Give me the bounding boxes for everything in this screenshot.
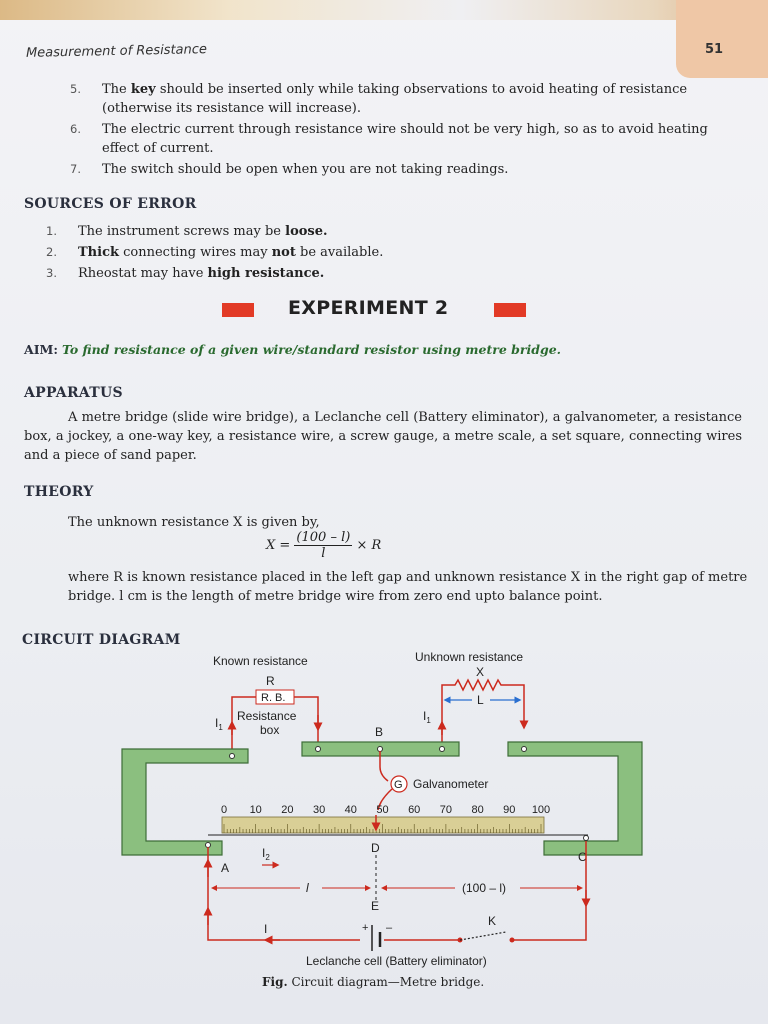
scale-tick-label: 0: [220, 804, 228, 816]
cell-plus: +: [362, 922, 369, 934]
item-text: The switch should be open when you are not taking readings.: [102, 162, 509, 177]
right-l-strip: [508, 742, 642, 855]
page-number: 51: [705, 42, 724, 57]
item-text: should be inserted only while taking observations to avoid heating of resistance (otherwise its resistance will increase).: [102, 82, 688, 116]
point-a-label: A: [221, 861, 230, 875]
item-number: 5.: [70, 82, 81, 96]
terminal-3: [440, 747, 445, 752]
terminal-a: [206, 843, 211, 848]
circuit-diagram-heading: CIRCUIT DIAGRAM: [22, 632, 181, 648]
running-title: Measurement of Resistance: [25, 42, 208, 61]
terminal-b: [378, 747, 383, 752]
galvanometer-label: Galvanometer: [413, 777, 489, 791]
key-label: K: [488, 914, 497, 928]
figure-prefix: Fig.: [262, 975, 288, 989]
item-number: 3.: [46, 266, 57, 280]
key-terminal-right: [510, 938, 515, 943]
current-i-label: I: [264, 922, 268, 936]
item-text: The electric current through resistance wire should not be very high, so as to avoid heating effect of current.: [102, 122, 708, 156]
formula-denominator: l: [321, 546, 326, 561]
formula: [266, 530, 381, 561]
scale-tick-label: 70: [439, 804, 453, 816]
outer-circuit-right: [514, 841, 586, 940]
unknown-resistance-label: Unknown resistance: [415, 650, 524, 664]
bold-text: high resistance.: [207, 266, 325, 281]
key-lever: [460, 932, 506, 940]
precaution-item: [70, 80, 732, 118]
figure-caption: [262, 975, 484, 989]
scale-tick-label: 20: [281, 804, 294, 816]
item-text: The: [102, 82, 131, 97]
resistance-box-label-1: Resistance: [237, 709, 297, 723]
cell-minus: –: [386, 922, 393, 934]
rb-left-wire: [232, 697, 256, 753]
apparatus-text: A metre bridge (slide wire bridge), a Leclanche cell (Battery eliminator), a galvanometer, a resistance box, a jockey, a one-way key, a resistance wire, a screw gauge, a metre scale, a set square, connecting wires and a piece of sand paper.: [24, 410, 742, 463]
length-label: L: [477, 693, 484, 707]
precaution-item: [70, 120, 732, 158]
sources-of-error-heading: SOURCES OF ERROR: [24, 196, 197, 212]
item-text: The instrument screws may be: [78, 224, 286, 239]
aim-label: AIM:: [24, 342, 58, 357]
sources-of-error-list: [46, 222, 706, 285]
bold-text: Thick: [78, 245, 119, 260]
outer-circuit-left: [208, 847, 360, 940]
scale-tick-label: 30: [312, 804, 326, 816]
rb-label: R. B.: [261, 692, 286, 704]
terminal-c: [584, 836, 589, 841]
scale-labels: [221, 804, 550, 816]
point-d-label: D: [371, 841, 380, 855]
known-resistance-label: Known resistance: [213, 654, 308, 668]
resistance-box-label-2: box: [260, 723, 280, 737]
bold-text: not: [271, 245, 296, 260]
remainder-length-label: (100 – l): [462, 881, 507, 895]
left-l-strip: [122, 749, 248, 855]
metre-scale: [222, 817, 544, 833]
precaution-item: [70, 160, 732, 179]
item-text: be available.: [295, 245, 384, 260]
page-corner-tab: [676, 0, 768, 78]
current-i1-right: $I_1$: [423, 709, 431, 725]
scale-tick-label: 40: [344, 804, 357, 816]
item-text: Rheostat may have: [78, 266, 208, 281]
current-i2: $I_2$: [262, 846, 270, 862]
galvanometer-symbol: G: [394, 779, 403, 791]
scale-tick-label: 90: [503, 804, 516, 816]
aim: [24, 342, 561, 357]
point-b-label: B: [375, 725, 384, 739]
point-c-label: C: [578, 850, 587, 864]
terminal-1: [230, 754, 235, 759]
formula-lhs: X =: [266, 538, 291, 553]
known-resistance-symbol: R: [266, 674, 275, 688]
theory-heading: THEORY: [24, 484, 94, 500]
apparatus-heading: APPARATUS: [24, 385, 123, 401]
l-length-label: l: [306, 881, 309, 895]
theory-explanation: where R is known resistance placed in the left gap and unknown resistance X in the right gap of metre bridge. l cm is the length of metre bridge wire from zero end upto balance point.: [68, 570, 748, 604]
banner-bar-left: [222, 303, 254, 317]
unknown-resistor: [442, 680, 524, 745]
scale-tick-label: 10: [249, 804, 262, 816]
item-number: 6.: [70, 122, 81, 136]
rb-right-wire: [294, 697, 318, 745]
scale-tick-label: 60: [408, 804, 421, 816]
error-item: [46, 264, 706, 283]
item-number: 2.: [46, 245, 57, 259]
circuit-diagram: [0, 645, 768, 975]
cell-e-label: E: [371, 899, 380, 913]
current-i1-left: $I_1$: [215, 716, 223, 732]
precautions-list: [70, 80, 732, 181]
unknown-resistance-symbol: X: [476, 665, 485, 679]
formula-fraction: [294, 530, 352, 561]
cell-label: Leclanche cell (Battery eliminator): [306, 954, 487, 968]
item-text: connecting wires may: [119, 245, 272, 260]
scale-tick-label: 50: [376, 804, 389, 816]
scale-tick-label: 100: [531, 804, 551, 816]
experiment-title: EXPERIMENT 2: [288, 297, 449, 319]
aim-text: To find resistance of a given wire/standard resistor using metre bridge.: [61, 342, 562, 357]
page-top-shadow: [0, 0, 768, 20]
formula-numerator: (100 – l): [296, 530, 351, 545]
item-number: 7.: [70, 162, 81, 176]
banner-bar-right: [494, 303, 526, 317]
scale-tick-label: 80: [471, 804, 484, 816]
terminal-2: [316, 747, 321, 752]
error-item: [46, 222, 706, 241]
formula-rhs: × R: [356, 538, 382, 553]
bold-text: loose.: [285, 224, 328, 239]
figure-caption-text: Circuit diagram—Metre bridge.: [291, 975, 485, 989]
bold-text: key: [130, 82, 156, 97]
item-number: 1.: [46, 224, 57, 238]
theory-intro: The unknown resistance X is given by,: [68, 515, 320, 530]
terminal-4: [522, 747, 527, 752]
experiment-banner: [222, 297, 532, 323]
error-item: [46, 243, 706, 262]
